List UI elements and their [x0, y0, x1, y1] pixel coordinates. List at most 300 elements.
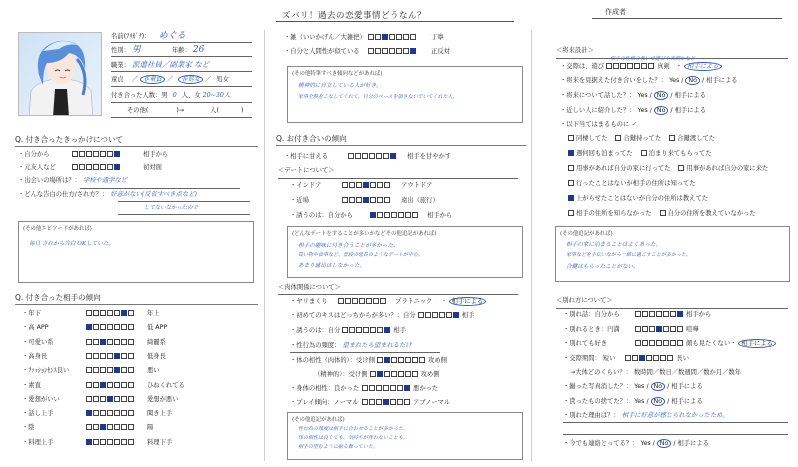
- q2-scale-box: [107, 424, 113, 430]
- q1-note-text: 毎日 されから告白 OKしていた。: [29, 241, 115, 247]
- c3-b6-yes: Yes: [634, 383, 645, 390]
- q2-scale-box: [86, 396, 92, 402]
- column-divider-2: [531, 30, 532, 461]
- q1-r3-line: [80, 188, 240, 189]
- c3-row-b8: [563, 411, 728, 421]
- c3-row-f3: ・将来について話した？： Yes / No / 相手による: [560, 92, 706, 99]
- q2-row-left: ・陰: [22, 424, 35, 432]
- q2-title: Q. 付き合った相手の傾向: [15, 293, 101, 302]
- title-underline: [276, 21, 514, 22]
- body-header-line: [278, 294, 518, 295]
- q2-row-left: ・話し上手: [22, 410, 54, 418]
- c3-row-f2: ・将来を見据えた付き合いをした？： Yes / No / 相手による: [560, 77, 738, 84]
- name-label: 名前(ﾌﾘｶﾞﾅ)：: [111, 33, 151, 40]
- c3-b1-left: ・別れ話：自分から: [563, 311, 620, 318]
- q2-scale-box: [93, 367, 99, 373]
- checkbox-label: 泊まり来てもらってた: [648, 150, 712, 157]
- checkbox[interactable]: [568, 150, 574, 156]
- q2-scale-box: [128, 424, 134, 430]
- c3-b8-line: [563, 422, 788, 423]
- column-divider-1: [264, 30, 265, 461]
- checkbox[interactable]: [568, 180, 574, 186]
- q1-r2-right: 初対面: [143, 164, 162, 171]
- c2-note-3: [287, 412, 523, 460]
- profile-gender-row: [111, 45, 141, 56]
- creator-label: 作成者: [605, 8, 626, 16]
- q2-scale-box: [107, 367, 113, 373]
- c3-b1-right: 相手から: [686, 311, 712, 318]
- q2-scale-box: [121, 410, 127, 416]
- c2-r6-right: 相手から: [427, 212, 453, 219]
- c2-r2-left: ・自分と人間性が似ている: [284, 48, 360, 55]
- q2-scale-box: [93, 324, 99, 330]
- c3-check-row: [568, 194, 716, 204]
- name-line: [111, 42, 252, 43]
- c3-b8-line2: [563, 434, 788, 435]
- c2-r13-left: ・身体の相性：良かった: [290, 385, 360, 392]
- q2-scale-box: [114, 324, 120, 330]
- q2-scale-box: [93, 439, 99, 445]
- checkbox-label: 同棲してた: [576, 135, 608, 142]
- q1-r4-line2: [118, 214, 250, 215]
- c2-r10-line: [290, 352, 440, 353]
- c3-b3-tail: 相手による: [738, 339, 775, 348]
- dotei-label: 童貞: [111, 76, 124, 83]
- checkbox[interactable]: [615, 135, 621, 141]
- c2-note2-caption: (どんなデートをすることが多いかなどその他追記があれば): [292, 231, 437, 237]
- date-header: ＜デートについて＞: [278, 167, 335, 174]
- c3-f1-left: ・交際は、遊び: [560, 63, 605, 70]
- q2-scale-box: [93, 339, 99, 345]
- checkbox-label: 週何回も泊まってた: [576, 150, 633, 157]
- c3-note: [555, 226, 790, 282]
- q2-row-left: ・料理上手: [22, 438, 54, 446]
- break-header-line: [556, 308, 788, 309]
- q2-scale-box: [114, 367, 120, 373]
- q1-note-box: [18, 221, 254, 283]
- q2-scale-box: [100, 439, 106, 445]
- c3-f5-left: ・以下当てはまるものに: [560, 121, 630, 128]
- q1-row-1: [18, 150, 168, 160]
- q2-row: [22, 323, 167, 333]
- q2-scale-box: [114, 424, 120, 430]
- q2-scale-box: [93, 424, 99, 430]
- c3-f4-yes: Yes: [637, 107, 648, 114]
- c3-row-b1: [563, 310, 711, 320]
- c2-row-12: [314, 370, 439, 380]
- c2-row-13: [290, 384, 438, 394]
- c2-row-8: [290, 311, 474, 321]
- q2-scale-box: [121, 367, 127, 373]
- checkbox-label: 相手の住所を知らなかった: [576, 210, 652, 217]
- c3-b6-left: ・撮った写真消した？：: [563, 383, 633, 390]
- c3-f2-yes: Yes: [669, 77, 680, 84]
- creator-line: [592, 18, 782, 19]
- c3-b9-right: 相手による: [677, 440, 709, 447]
- q2-row: [22, 338, 166, 348]
- q2-scale-box: [100, 382, 106, 388]
- count-male: 0: [172, 92, 177, 99]
- q1-r1-left: ・自分から: [18, 151, 50, 158]
- count-unit: 人、女: [181, 92, 201, 99]
- body-header: ＜肉体関係について＞: [278, 284, 341, 291]
- c2-r9-left: ・誘うのは：自分: [290, 327, 341, 334]
- c2-r14-left: ・プレイ傾向：ノーマル: [290, 399, 359, 406]
- c2-r10-left: ・性行為の頻度：: [290, 342, 341, 349]
- c2-r3-right: 相手を甘やかす: [407, 153, 452, 160]
- c2-note2-text1: 相手の趣味に付き合うことが多かった。: [298, 243, 399, 249]
- q2-title-line: [15, 304, 258, 305]
- other-line: [111, 117, 252, 118]
- c3-b9-no: No: [657, 439, 672, 448]
- checkbox[interactable]: [641, 150, 647, 156]
- virgin-line: [111, 86, 252, 87]
- age-value: 26: [192, 45, 205, 55]
- q2-scale-box: [114, 310, 120, 316]
- q2-scale-box: [100, 396, 106, 402]
- c3-b3-right: 顔も見たくない・: [686, 340, 737, 347]
- age-label: 年齢：: [172, 47, 191, 54]
- date-header-line: [278, 178, 518, 179]
- q2-row: [22, 395, 178, 405]
- c2-note3-text3: 相手の望むように振る舞っていた。: [298, 444, 379, 450]
- c3-row-b2: [563, 325, 699, 335]
- c2-r1-right: 丁寧: [431, 34, 444, 41]
- c3-b6-right: 相手による: [671, 383, 703, 390]
- c3-b7-right: 相手による: [671, 398, 703, 405]
- c3-b4-mid: 短い: [602, 355, 616, 362]
- q2-row-left: ・高身長: [22, 352, 48, 360]
- c2-r7-mid: プラトニック: [395, 298, 433, 305]
- q2-row: [22, 352, 166, 362]
- checkbox-label: 合鍵持ってた: [623, 135, 662, 142]
- c3-b8-value: 相手に好意が感じられなかったため。: [621, 412, 729, 419]
- c2-r9-right: 相手: [393, 327, 406, 334]
- profile-virgin-row: 童貞 ／ 非童貞 ／ 非処女 ／ 処女: [111, 76, 229, 83]
- c3-f3-left: ・将来について話した？：: [560, 92, 636, 99]
- q3-title: Q. お付き合いの傾向: [276, 134, 347, 143]
- q2-row: [22, 438, 172, 448]
- c3-row-f4: ・近しい人に紹介した？： Yes / No / 相手による: [560, 107, 707, 114]
- c3-b2-left: ・別れるとき：円満: [563, 326, 620, 333]
- q2-scale-box: [121, 324, 127, 330]
- q1-note-caption: (その他エピソードがあれば): [23, 226, 92, 232]
- q1-r4-label: ・どんな告白の仕方/され方？：: [18, 191, 109, 198]
- q2-scale-box: [121, 382, 127, 388]
- c2-row-5: [290, 196, 439, 206]
- c3-f3-no: No: [654, 91, 669, 100]
- q2-scale-box: [100, 424, 106, 430]
- checkbox[interactable]: [568, 135, 574, 141]
- q1-r4-value: 好意がない(反省すべき点など): [110, 191, 197, 198]
- job-line: [111, 71, 252, 72]
- q1-row-3: [18, 176, 127, 186]
- q2-scale-box: [107, 324, 113, 330]
- c3-row-b4: [563, 354, 689, 364]
- q2-scale-box: [86, 424, 92, 430]
- q2-scale-box: [121, 353, 127, 359]
- q2-row-right: 年上: [147, 310, 160, 317]
- q2-scale-box: [128, 396, 134, 402]
- c3-check-row: [568, 179, 704, 189]
- q2-row-right: 低身長: [147, 352, 166, 360]
- q2-scale-box: [114, 382, 120, 388]
- c3-b7-left: ・貰ったもの捨てた？：: [563, 398, 633, 405]
- checkbox[interactable]: [669, 135, 675, 141]
- q2-scale-box: [100, 410, 106, 416]
- q2-row-right: 料理下手: [147, 438, 173, 446]
- q2-row-left: ・素直: [22, 381, 41, 389]
- other-close: ): [240, 107, 244, 114]
- q2-scale-box: [114, 353, 120, 359]
- c2-r5-right: 遠出（旅行）: [401, 197, 439, 204]
- q2-scale-box: [86, 353, 92, 359]
- q2-scale-box: [107, 339, 113, 345]
- q2-row-right: 悪い: [147, 367, 160, 375]
- q3-title-line: [276, 145, 526, 146]
- c2-row-11: [290, 356, 447, 366]
- q2-scale-box: [121, 339, 127, 345]
- q2-scale-box: [121, 396, 127, 402]
- q2-row-right: 綺麗系: [147, 338, 166, 346]
- q2-scale-box: [128, 367, 134, 373]
- c3-f4-no: No: [654, 106, 669, 115]
- q2-row-right: 愛想が悪い: [147, 395, 179, 403]
- count-label: 付き合った人数：男: [111, 92, 168, 99]
- q2-scale-box: [100, 367, 106, 373]
- c3-b9-left: ・今でも連絡とってる？：: [563, 440, 639, 447]
- q2-scale-box: [93, 310, 99, 316]
- c2-note2-text3: あまり遠出はしなかった。: [298, 263, 366, 269]
- c2-r2-right: 正反対: [431, 48, 450, 55]
- c2-note3-text2: 体の相性は良くても、気持ちが伴わないことも。: [298, 435, 409, 441]
- q2-scale-box: [86, 382, 92, 388]
- c3-note-text1: 相手の家に泊まることはよくあった。: [566, 242, 662, 248]
- q2-scale-box: [86, 367, 92, 373]
- c2-row-10: [290, 341, 412, 351]
- c2-r7-left: ・ヤリまくり: [290, 298, 328, 305]
- c2-r11-left: ・体の相性（肉体的）：受け側: [290, 357, 376, 364]
- c3-check-row: [568, 134, 723, 144]
- c3-row-b3: [563, 339, 776, 349]
- c3-f2-no: No: [685, 76, 700, 85]
- q1-r4-value2: してないなかったので: [144, 205, 198, 211]
- q2-scale-box: [128, 410, 134, 416]
- c2-row-14: [290, 398, 450, 408]
- c2-r8-left: ・初めてのキスはどっちからが多い？：自分: [290, 312, 416, 319]
- c2-r14-right: アブノーマル: [413, 399, 451, 406]
- c2-row-7: ・ヤリまくり プラトニック ・ 相手による: [290, 297, 486, 307]
- q2-scale-box: [107, 410, 113, 416]
- c2-row-6: [290, 211, 452, 221]
- q1-r4-line: [118, 201, 250, 202]
- c2-row-9: [290, 326, 406, 336]
- job-label: 職業：: [111, 62, 130, 69]
- q1-r3-label: ・出会いの場所は？：: [18, 177, 81, 184]
- checkbox[interactable]: [568, 195, 574, 201]
- profile-job-row: [111, 60, 209, 71]
- c2-note3-text1: 性行為の頻度は相手に合わせることが多かった。: [298, 426, 409, 432]
- q2-scale-box: [128, 439, 134, 445]
- c2-r7-right: 相手による: [449, 297, 486, 306]
- q2-row-left: ・年下: [22, 310, 41, 317]
- other-end: 人(: [210, 107, 219, 114]
- c2-row-2: [284, 47, 450, 57]
- c2-r12-left: （精神的）：受け側: [314, 371, 368, 378]
- page-title: ズバリ！過去の恋愛事情どうなん？: [282, 11, 427, 21]
- q2-scale-box: [107, 310, 113, 316]
- q2-scale-box: [121, 439, 127, 445]
- checkbox[interactable]: [568, 165, 574, 171]
- c3-row-f1: ・交際は、遊び 真剣 ・ 相手による: [560, 62, 722, 72]
- shojo-label: 処女: [216, 76, 229, 83]
- q2-scale-box: [86, 324, 92, 330]
- checkbox[interactable]: [568, 210, 574, 216]
- c2-r8-right: 相手: [461, 312, 475, 319]
- q2-row-right: ひねくれてる: [147, 381, 185, 389]
- c2-r13-right: 悪かった: [413, 385, 439, 392]
- c2-note2-text2: 買い物や食事など、普段の延長のようなデートが中心。: [298, 252, 424, 258]
- q2-scale-box: [107, 382, 113, 388]
- c3-f4-right: 相手による: [674, 107, 707, 114]
- q2-scale-box: [107, 353, 113, 359]
- avatar: [18, 32, 102, 116]
- c2-r6-left: ・誘うのは：自分から: [290, 212, 353, 219]
- c3-f3-right: 相手による: [674, 92, 706, 99]
- c3-check-row: [568, 164, 776, 174]
- c3-note-caption: (その他追記があれば): [560, 231, 613, 237]
- q2-scale-box: [93, 353, 99, 359]
- c2-r4-right: アウトドア: [401, 182, 433, 189]
- count-line: [111, 102, 252, 103]
- c3-f2-right: 相手による: [706, 77, 738, 84]
- c3-f4-left: ・近しい人に紹介した？：: [560, 107, 636, 114]
- q2-row-right: 陽: [147, 424, 154, 432]
- shojo-value: 非処女: [178, 75, 203, 84]
- q2-scale-box: [114, 410, 120, 416]
- c3-check-row: [568, 209, 764, 219]
- q2-scale-box: [107, 439, 113, 445]
- q2-row-left: ・可愛い系: [22, 338, 54, 346]
- c2-r1-left: ・雑（いいかげん／大雑把）: [284, 34, 366, 41]
- q2-scale-box: [128, 353, 134, 359]
- profile-other-row: [127, 106, 243, 116]
- q2-row-right: 低 APP: [147, 324, 168, 332]
- c3-b9-yes: Yes: [640, 440, 651, 447]
- c3-note-text2: 家事などを手伝いながら一緒に過ごすことが多かった。: [566, 252, 692, 258]
- q2-row-left: ・高 APP: [22, 324, 49, 332]
- profile-name-row: [111, 31, 186, 42]
- job-value: 派遣社員／副業家 など: [131, 60, 210, 69]
- q2-scale-box: [93, 410, 99, 416]
- c3-b7-no: No: [651, 397, 666, 406]
- q1-r3-value: 学校や通学など: [82, 177, 128, 184]
- c3-check-row: [568, 149, 720, 159]
- c3-f1-right: 真剣: [657, 63, 670, 70]
- q2-scale-box: [121, 310, 127, 316]
- q2-row: [22, 381, 185, 391]
- c3-b4-left: ・交際期間：: [563, 355, 601, 362]
- c2-note1-text2: 家事全般をこなしてくれて、自分のペースを崩さないでいてくれた人。: [298, 94, 458, 100]
- dotei-value: 非童貞: [140, 75, 165, 84]
- c3-row-b5: [570, 368, 741, 378]
- c2-note1-text1: 精神的に自立している人が好き。: [298, 83, 382, 89]
- future-header: ＜将来設計＞: [556, 47, 594, 54]
- q2-scale-box: [93, 396, 99, 402]
- q2-scale-box: [86, 439, 92, 445]
- c2-note1-caption: (その他特筆すべき傾向などがあれば): [292, 71, 383, 77]
- c2-r11-right: 攻め側: [428, 357, 447, 364]
- q2-scale-box: [100, 339, 106, 345]
- c3-b8-left: ・別れた理由は？：: [563, 412, 620, 419]
- other-label: その他(: [127, 107, 149, 114]
- c2-row-1: [284, 33, 444, 43]
- c2-row-3: [284, 152, 451, 162]
- q2-row: [22, 423, 153, 433]
- q2-scale-box: [128, 324, 134, 330]
- checkbox[interactable]: [660, 210, 666, 216]
- c3-note-text3: 合鍵はもらったことがない。: [566, 264, 639, 270]
- q2-scale-box: [128, 382, 134, 388]
- q2-row: [22, 409, 172, 419]
- gender-line: [111, 56, 252, 57]
- c2-row-4: [290, 181, 432, 191]
- checkbox[interactable]: [678, 165, 684, 171]
- count-female: 20~30人: [202, 92, 231, 99]
- profile-count-row: [111, 91, 230, 101]
- c3-b5-left: →大体どのくらい？：: [570, 369, 632, 376]
- q2-scale-box: [114, 396, 120, 402]
- q2-scale-box: [121, 424, 127, 430]
- q2-scale-box: [86, 310, 92, 316]
- q1-row-4: [18, 190, 197, 200]
- q2-row: [22, 309, 160, 319]
- checkbox-label: 用事があれば自分の家に行ってた: [576, 165, 671, 172]
- checkbox-label: 上がらせたことはないが自分の住所は教えてた: [576, 195, 709, 202]
- gender-label: 性別：: [111, 47, 130, 54]
- c2-note3-caption: (その他追記があれば): [292, 417, 345, 423]
- c2-r5-left: ・近場: [290, 197, 309, 204]
- q1-row-2: [18, 163, 162, 173]
- q2-row-right: 聞き上手: [147, 410, 173, 418]
- c3-row-b7: ・貰ったもの捨てた？： Yes / No / 相手による: [563, 398, 703, 405]
- gender-value: 男: [131, 45, 141, 55]
- c3-b6-no: No: [651, 382, 666, 391]
- q1-title-line: [15, 146, 258, 147]
- c3-row-f5: ・以下当てはまるものに ✓: [560, 121, 637, 128]
- q1-title: Q. 付き合ったきっかけについて: [15, 135, 124, 144]
- c2-r4-left: ・インドア: [290, 182, 322, 189]
- q2-scale-box: [100, 310, 106, 316]
- q2-scale-box: [114, 339, 120, 345]
- q1-r1-right: 相手から: [143, 151, 169, 158]
- q2-scale-box: [100, 353, 106, 359]
- q2-scale-box: [86, 410, 92, 416]
- q2-row: [22, 366, 160, 376]
- q2-scale-box: [86, 339, 92, 345]
- c2-r12-right: 攻め側: [420, 371, 440, 378]
- q2-row-left: ・愛想がいい: [22, 395, 60, 403]
- checkbox-label: 合鍵渡してた: [677, 135, 716, 142]
- c2-note-1: [287, 66, 523, 123]
- c3-f1-value: 相手の性格の強いで遊びや真剣かなど: [610, 56, 696, 62]
- q2-scale-box: [114, 439, 120, 445]
- c3-f3-yes: Yes: [637, 92, 648, 99]
- checkbox-label: 行ったことはないが相手の住所は知ってた: [576, 180, 696, 187]
- checkbox-label: 自分の住所を教えていなかった: [667, 210, 756, 217]
- q2-scale-box: [128, 310, 134, 316]
- checkbox-label: 用事があれば自分の家に来た: [686, 165, 769, 172]
